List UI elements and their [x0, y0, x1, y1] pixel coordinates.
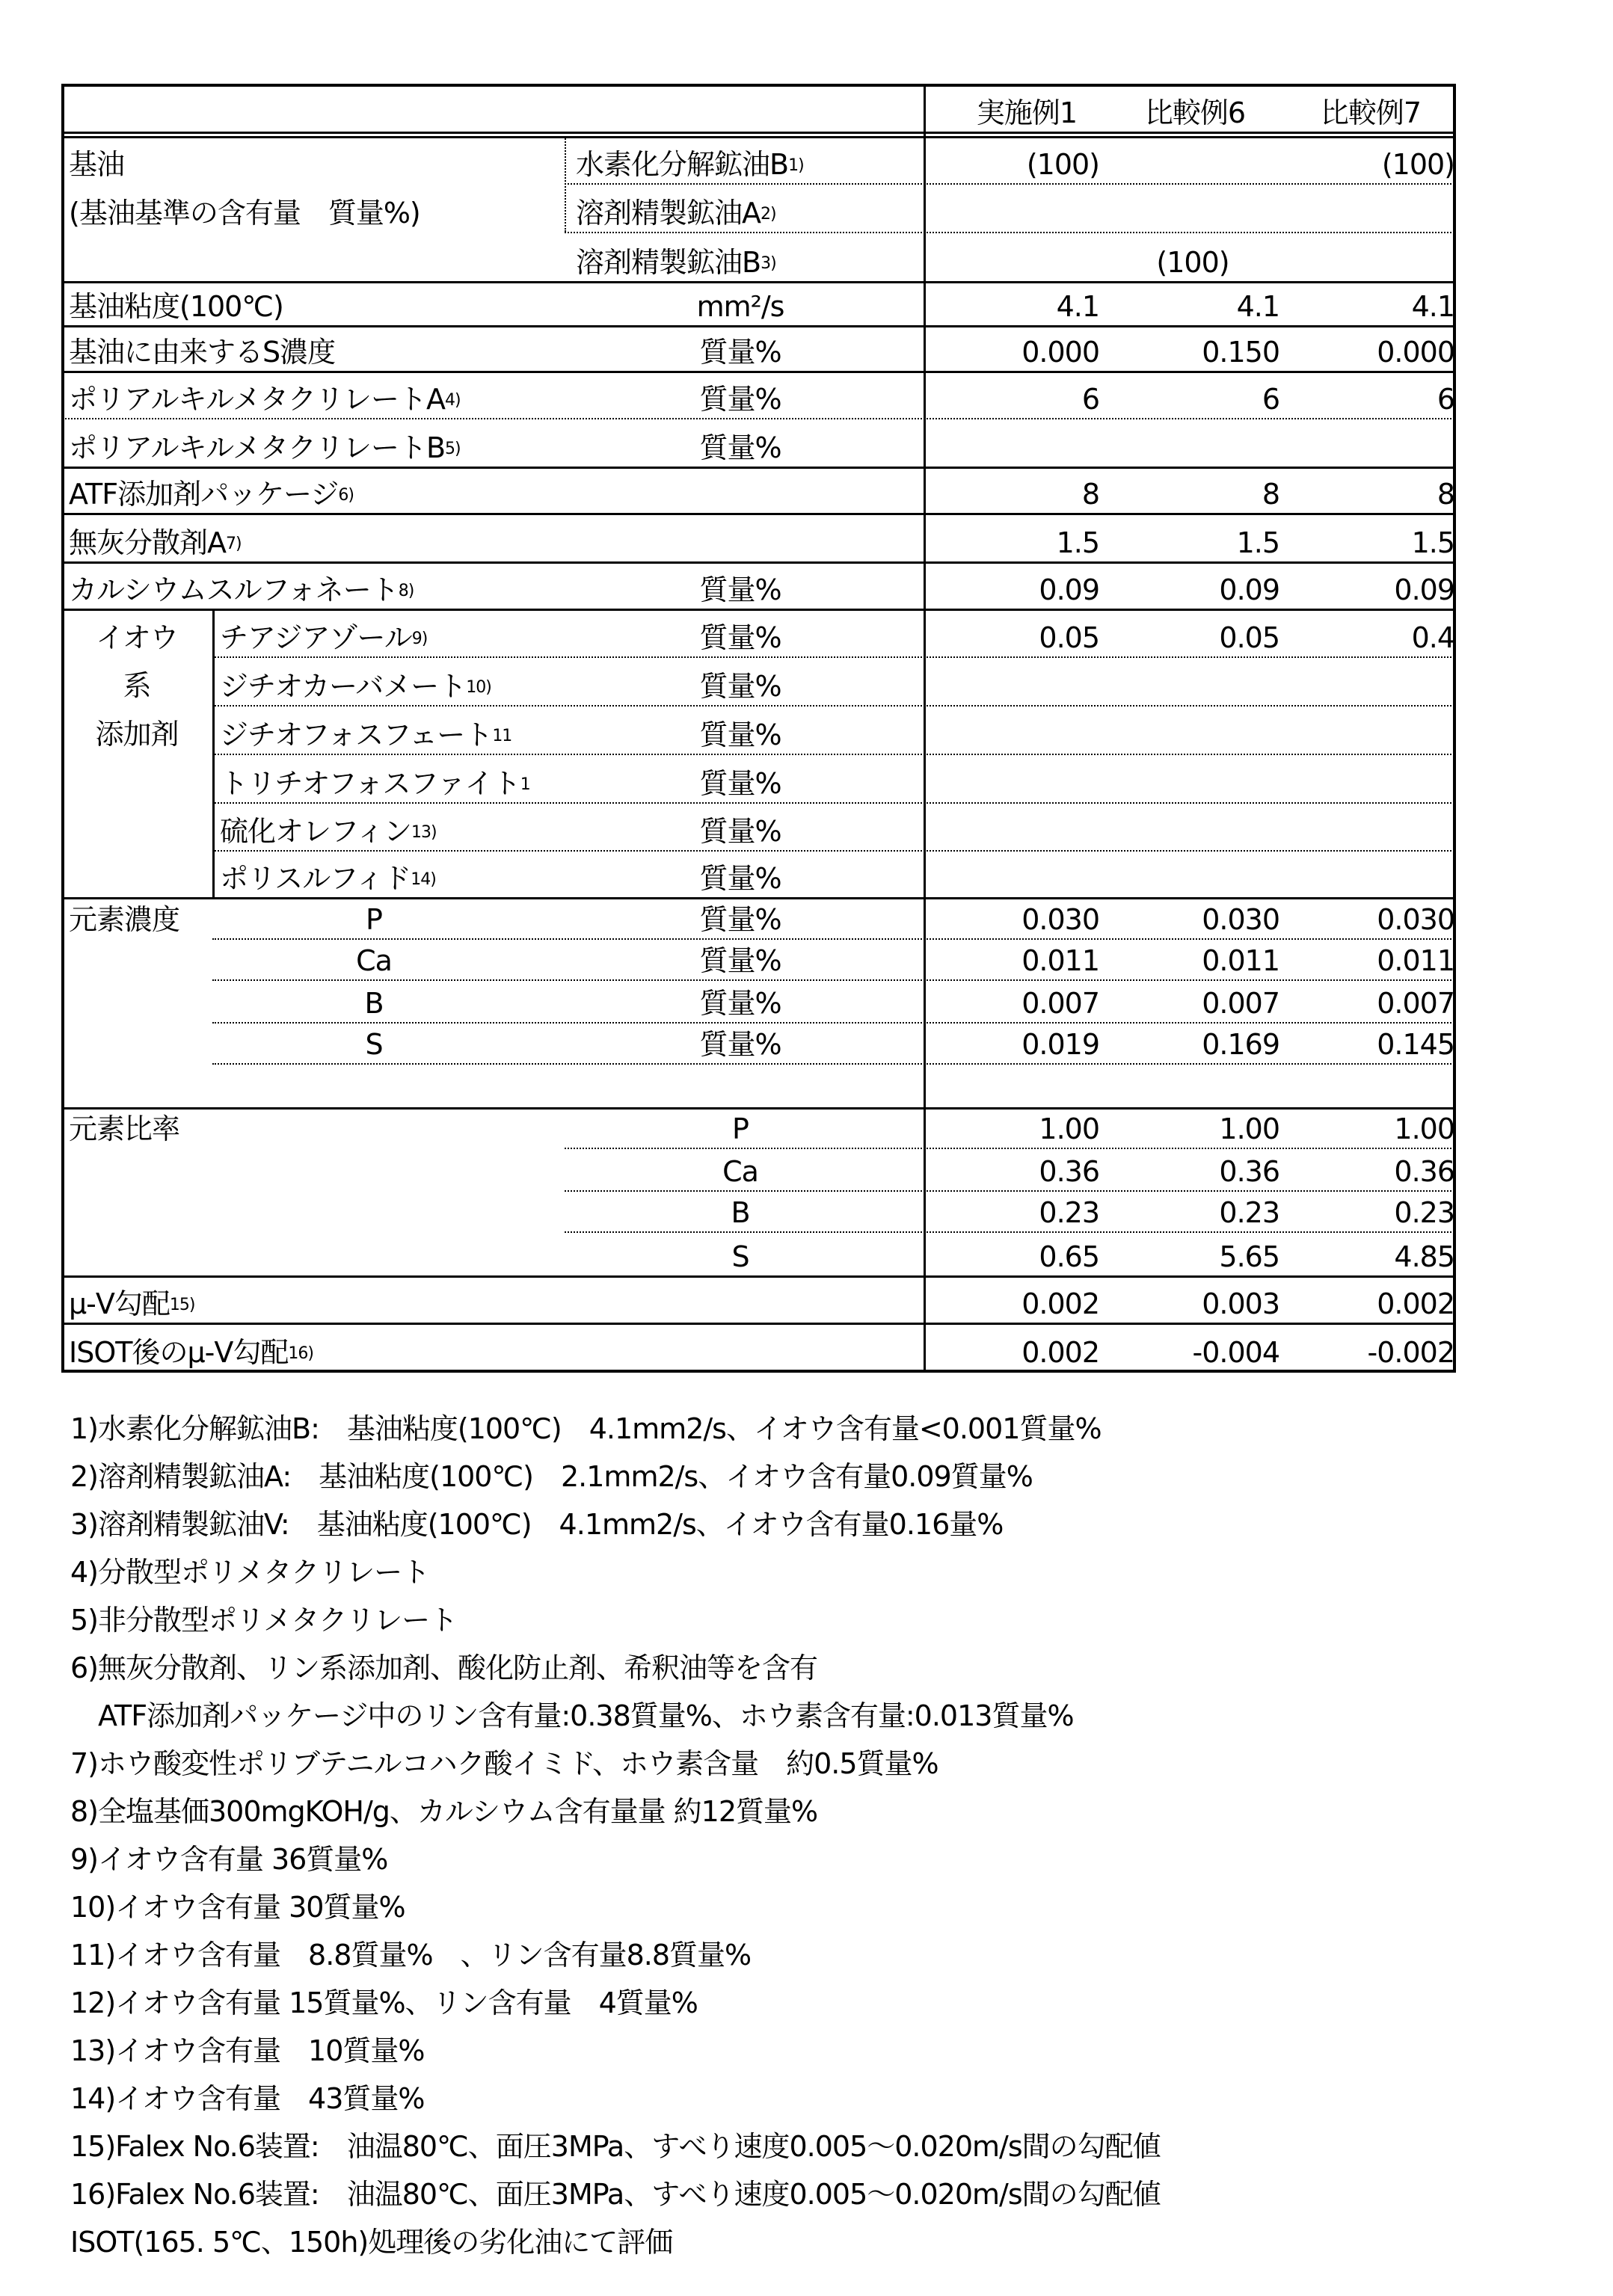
value-cell: 0.011 — [924, 938, 1099, 979]
row-label — [69, 467, 727, 513]
value-cell: 1.5 — [1103, 513, 1279, 561]
unit-cell: 質量% — [666, 418, 815, 467]
value-cell — [1282, 754, 1454, 802]
value-cell: 6 — [924, 371, 1099, 418]
row-label — [69, 325, 727, 371]
row-label — [69, 418, 727, 467]
footnote: 14)イオウ含有量 43質量% — [70, 2075, 425, 2117]
value-cell: 0.23 — [1282, 1190, 1454, 1231]
value-cell: 0.007 — [924, 979, 1099, 1022]
value-cell — [1282, 705, 1454, 754]
label-text: 溶剤精製鉱油A — [576, 199, 761, 227]
footnote-ref: 3) — [761, 256, 776, 272]
value-cell: 0.36 — [924, 1148, 1099, 1190]
unit-cell: 質量% — [666, 561, 815, 609]
value-cell: 1.00 — [1103, 1107, 1279, 1148]
footnote: ISOT(165. 5℃、150h)処理後の劣化油にて評価 — [70, 2219, 672, 2260]
footnote: 16)Falex No.6装置: 油温80℃、面圧3MPa、すべり速度0.005～0.020m/s間の勾配値 — [70, 2171, 1161, 2212]
label-text: 硫化オレフィン — [220, 817, 411, 846]
value-cell: 0.09 — [1282, 561, 1454, 609]
unit-cell: 質量% — [666, 1022, 815, 1063]
value-cell: 0.36 — [1103, 1148, 1279, 1190]
value-cell: 0.007 — [1282, 979, 1454, 1022]
unit-cell: 質量% — [666, 325, 815, 371]
base-oil-type-label — [576, 183, 920, 232]
label-text: 溶剤精製鉱油B — [576, 248, 761, 277]
value-cell: 5.65 — [1103, 1231, 1279, 1275]
value-cell: 1.00 — [1282, 1107, 1454, 1148]
value-cell: 0.05 — [1103, 609, 1279, 656]
unit-cell — [666, 467, 815, 513]
unit-cell: 質量% — [666, 371, 815, 418]
value-cell: 0.09 — [1103, 561, 1279, 609]
value-cell — [1103, 183, 1279, 232]
value-cell: 0.011 — [1282, 938, 1454, 979]
footnote-ref: 2) — [761, 206, 776, 223]
footnote: 5)非分散型ポリメタクリレート — [70, 1597, 457, 1638]
column-header: 実施例1 — [941, 84, 1113, 132]
value-cell: 0.019 — [924, 1022, 1099, 1063]
element-name: B — [299, 979, 449, 1022]
unit-cell: 質量% — [666, 897, 815, 938]
value-cell: 0.145 — [1282, 1022, 1454, 1063]
column-header: 比較例6 — [1109, 84, 1281, 132]
sulfur-additive-label — [220, 609, 698, 656]
value-cell: 0.002 — [924, 1323, 1099, 1371]
value-cell — [924, 802, 1099, 850]
label-text: 基油に由来するS濃度 — [69, 338, 335, 366]
label-text: ISOT後のμ-V勾配 — [69, 1338, 288, 1367]
element-name: P — [666, 1107, 815, 1148]
value-cell: 0.000 — [924, 325, 1099, 371]
label-text: ポリスルフィド — [220, 864, 411, 893]
footnote-ref: 10) — [466, 680, 491, 696]
row-label — [69, 561, 727, 609]
unit-cell: 質量% — [666, 656, 815, 705]
footnote: 7)ホウ酸変性ポリブテニルコハク酸イミド、ホウ素含量 約0.5質量% — [70, 1741, 938, 1782]
value-cell: 0.4 — [1282, 609, 1454, 656]
value-cell: 4.1 — [924, 281, 1099, 325]
value-cell — [1103, 136, 1279, 183]
value-cell — [1282, 850, 1454, 897]
footnote-ref: 13) — [411, 825, 437, 841]
label-text: トリチオフォスファイト — [220, 769, 520, 798]
value-cell: 0.169 — [1103, 1022, 1279, 1063]
element-name: S — [666, 1231, 815, 1275]
value-cell: 0.007 — [1103, 979, 1279, 1022]
value-cell: 1.5 — [924, 513, 1099, 561]
value-cell: 4.1 — [1282, 281, 1454, 325]
row-label — [69, 281, 727, 325]
row-divider — [61, 132, 1454, 134]
sulfur-group-label: 添加剤 — [61, 705, 212, 753]
value-cell — [1103, 656, 1279, 705]
unit-cell — [666, 513, 815, 561]
footnote: 1)水素化分解鉱油B: 基油粘度(100℃) 4.1mm2/s、イオウ含有量<0.001質量% — [70, 1406, 1102, 1447]
value-cell — [1103, 850, 1279, 897]
footnote-ref: 1) — [788, 158, 804, 174]
value-cell: -0.004 — [1103, 1323, 1279, 1371]
value-cell — [1282, 656, 1454, 705]
label-text: ポリアルキルメタクリレートA — [69, 385, 445, 413]
unit-cell: 質量% — [666, 705, 815, 754]
dotted-column-divider — [565, 136, 566, 232]
column-divider — [212, 609, 215, 897]
footnote-ref: 14) — [411, 872, 436, 888]
base-oil-shared-value: (100) — [1103, 232, 1282, 281]
value-cell: 0.09 — [924, 561, 1099, 609]
base-oil-type-label — [576, 136, 920, 183]
footnote: 15)Falex No.6装置: 油温80℃、面圧3MPa、すべり速度0.005～0.020m/s間の勾配値 — [70, 2123, 1161, 2164]
value-cell: 1.00 — [924, 1107, 1099, 1148]
element-name: B — [666, 1190, 815, 1231]
footnote-ref: 11 — [492, 728, 511, 745]
value-cell: (100) — [924, 136, 1099, 183]
element-name: P — [299, 897, 449, 938]
element-ratio-label: 元素比率 — [69, 1107, 293, 1148]
column-header: 比較例7 — [1285, 84, 1457, 132]
footnote-ref: 16) — [288, 1346, 313, 1362]
footnote-ref: 8) — [399, 583, 414, 600]
base-oil-type-label — [576, 232, 920, 281]
label-text: μ-V勾配 — [69, 1290, 170, 1318]
value-cell — [1103, 418, 1279, 467]
sulfur-additive-label — [220, 656, 698, 705]
value-cell: 0.23 — [1103, 1190, 1279, 1231]
value-cell: 0.65 — [924, 1231, 1099, 1275]
value-cell — [1103, 802, 1279, 850]
value-cell: 8 — [1103, 467, 1279, 513]
footnote-ref: 9) — [412, 631, 428, 647]
element-concentration-label: 元素濃度 — [69, 897, 293, 938]
value-cell — [924, 418, 1099, 467]
footnote: 10)イオウ含有量 30質量% — [70, 1884, 405, 1925]
footnote-ref: 1 — [520, 777, 530, 793]
footnote: 8)全塩基価300mgKOH/g、カルシウム含有量量 約12質量% — [70, 1788, 817, 1829]
value-cell: 8 — [924, 467, 1099, 513]
row-label — [69, 1323, 727, 1371]
label-text: 無灰分散剤A — [69, 529, 226, 557]
base-oil-label: 基油 — [69, 136, 517, 183]
value-cell — [1282, 183, 1454, 232]
label-text: 基油粘度(100℃) — [69, 292, 283, 321]
value-cell — [924, 705, 1099, 754]
unit-cell: 質量% — [666, 754, 815, 802]
value-cell: 0.030 — [1103, 897, 1279, 938]
value-cell: 0.150 — [1103, 325, 1279, 371]
value-cell: 4.1 — [1103, 281, 1279, 325]
footnote: 2)溶剤精製鉱油A: 基油粘度(100℃) 2.1mm2/s、イオウ含有量0.09質量% — [70, 1453, 1033, 1495]
footnote: 9)イオウ含有量 36質量% — [70, 1836, 387, 1877]
value-cell: 1.5 — [1282, 513, 1454, 561]
unit-cell: mm²/s — [666, 281, 815, 325]
element-name: Ca — [666, 1148, 815, 1190]
footnote: 3)溶剤精製鉱油V: 基油粘度(100℃) 4.1mm2/s、イオウ含有量0.16量% — [70, 1501, 1003, 1542]
value-cell: 4.85 — [1282, 1231, 1454, 1275]
value-cell — [924, 183, 1099, 232]
footnote: 12)イオウ含有量 15質量%、リン含有量 4質量% — [70, 1980, 698, 2021]
row-label — [69, 371, 727, 418]
value-cell: 8 — [1282, 467, 1454, 513]
unit-cell: 質量% — [666, 609, 815, 656]
document-page — [0, 0, 1613, 2296]
value-cell — [1103, 705, 1279, 754]
element-name: Ca — [299, 938, 449, 979]
base-oil-sublabel: (基油基準の含有量 質量%) — [69, 183, 555, 232]
row-label — [69, 1275, 727, 1323]
footnote-ref: 6) — [338, 487, 354, 504]
label-text: ATF添加剤パッケージ — [69, 480, 338, 508]
sulfur-group-label: 系 — [61, 656, 212, 704]
value-cell: 0.002 — [1282, 1275, 1454, 1323]
value-cell — [1282, 802, 1454, 850]
sulfur-additive-label — [220, 850, 698, 897]
value-cell: 0.003 — [1103, 1275, 1279, 1323]
sulfur-additive-label — [220, 754, 698, 802]
label-text: カルシウムスルフォネート — [69, 576, 399, 604]
value-cell: 0.36 — [1282, 1148, 1454, 1190]
footnote-ref: 5) — [445, 441, 461, 458]
unit-cell: 質量% — [666, 850, 815, 897]
label-text: ジチオフォスフェート — [220, 721, 492, 749]
footnote-ref: 4) — [445, 393, 461, 409]
value-cell — [924, 656, 1099, 705]
value-cell: 0.011 — [1103, 938, 1279, 979]
footnote-ref: 7) — [226, 536, 242, 553]
footnote: ATF添加剤パッケージ中のリン含有量:0.38質量%、ホウ素含有量:0.013質量% — [70, 1693, 1074, 1734]
footnote-ref: 15) — [170, 1297, 195, 1314]
value-cell: 0.23 — [924, 1190, 1099, 1231]
row-label — [69, 513, 727, 561]
footnote: 13)イオウ含有量 10質量% — [70, 2028, 425, 2069]
footnote: 4)分散型ポリメタクリレート — [70, 1549, 429, 1590]
label-text: 水素化分解鉱油B — [576, 150, 788, 179]
value-cell: 0.05 — [924, 609, 1099, 656]
value-cell: -0.002 — [1282, 1323, 1454, 1371]
unit-cell: 質量% — [666, 979, 815, 1022]
sulfur-additive-label — [220, 802, 698, 850]
sulfur-additive-label — [220, 705, 698, 754]
value-cell — [924, 754, 1099, 802]
unit-cell: 質量% — [666, 938, 815, 979]
value-cell — [1103, 754, 1279, 802]
value-cell — [1282, 418, 1454, 467]
label-text: ジチオカーバメート — [220, 672, 466, 701]
value-cell: (100) — [1282, 136, 1454, 183]
sulfur-group-label: イオウ — [61, 609, 212, 656]
label-text: チアジアゾール — [220, 624, 412, 652]
unit-cell: 質量% — [666, 802, 815, 850]
footnote: 11)イオウ含有量 8.8質量% 、リン含有量8.8質量% — [70, 1932, 751, 1973]
footnote: 6)無灰分散剤、リン系添加剤、酸化防止剤、希釈油等を含有 — [70, 1645, 817, 1686]
element-name: S — [299, 1022, 449, 1063]
value-cell: 0.002 — [924, 1275, 1099, 1323]
value-cell: 0.000 — [1282, 325, 1454, 371]
label-text: ポリアルキルメタクリレートB — [69, 434, 445, 462]
value-cell: 0.030 — [1282, 897, 1454, 938]
dotted-divider — [212, 1063, 1454, 1065]
value-cell: 0.030 — [924, 897, 1099, 938]
value-cell: 6 — [1103, 371, 1279, 418]
value-cell: 6 — [1282, 371, 1454, 418]
value-cell — [924, 850, 1099, 897]
